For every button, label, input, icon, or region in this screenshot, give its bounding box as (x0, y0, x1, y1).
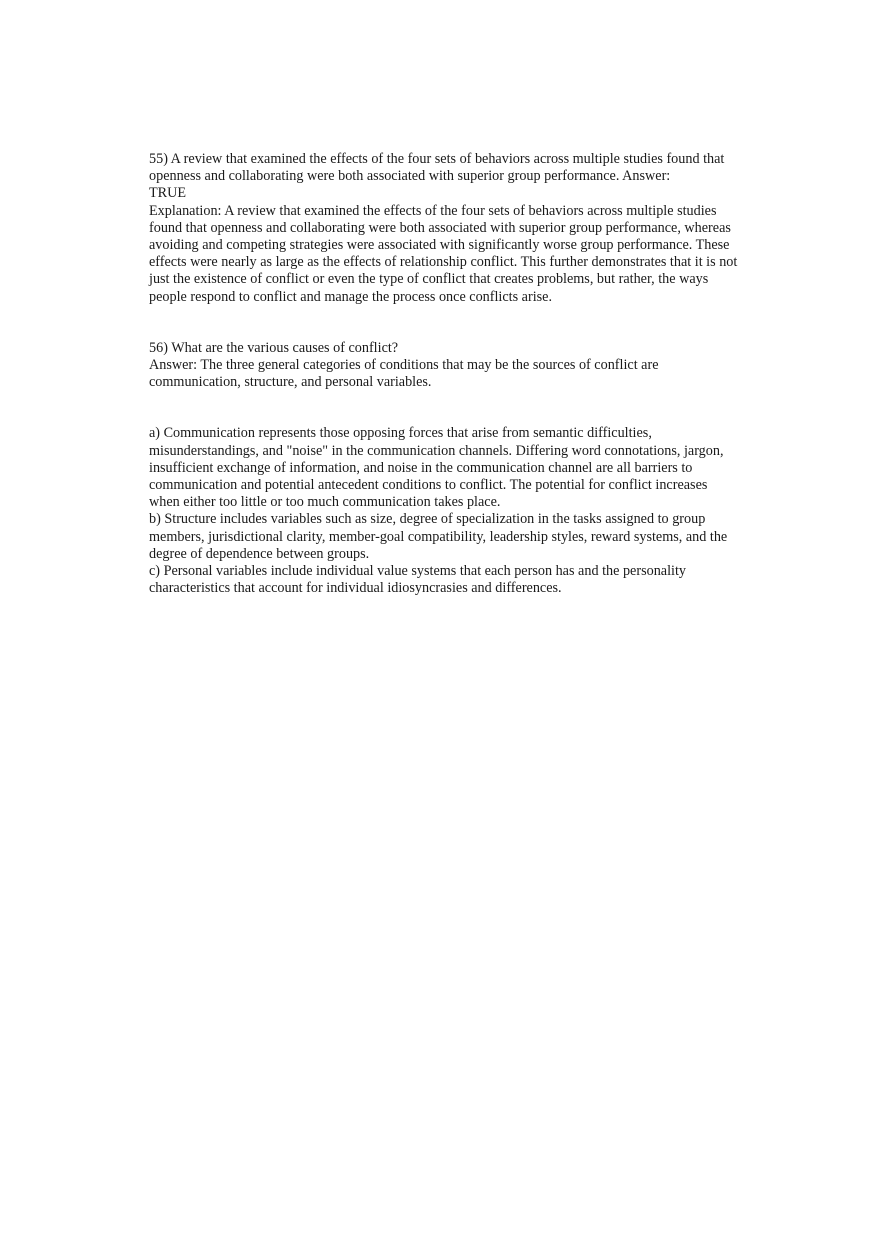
question-55-text: 55) A review that examined the effects of the four sets of behaviors across multiple studies found that openness and collaborating were both associated with superior group performance. Answer: (149, 151, 725, 185)
spacer (149, 306, 739, 340)
question-56-block (149, 340, 739, 392)
question-55-explanation: Explanation: A review that examined the effects of the four sets of behaviors across multiple studies found that openness and collaborating were both associated with superior group performance, whereas avoiding and competing strategies were associated with significantly worse group performance. These effects were nearly as large as the effects of relationship conflict. This further demonstrates that it is not just the existence of conflict or even the type of conflict that creates problems, but rather, the ways people respond to conflict and manage the process once conflicts arise. (149, 202, 738, 305)
spacer (149, 391, 739, 425)
list-item-communication: a) Communication represents those opposing forces that arise from semantic difficulties, misunderstandings, and "noise" in the communication channels. Differing word connotations, jargon, insufficient exchange of information, and noise in the communication channel are all barriers to communication and potential antecedent conditions to conflict. The potential for conflict increases when either too little or too much communication takes place. (149, 425, 724, 511)
question-56-list (149, 425, 739, 597)
question-56-answer: Answer: The three general categories of conditions that may be the sources of conflict are communication, structure, and personal variables. (149, 357, 659, 391)
list-item-structure: b) Structure includes variables such as size, degree of specialization in the tasks assigned to group members, jurisdictional clarity, member-goal compatibility, leadership styles, reward systems, and the degree of dependence between groups. (149, 511, 728, 562)
list-item-personal-variables: c) Personal variables include individual value systems that each person has and the personality characteristics that account for individual idiosyncrasies and differences. (149, 563, 686, 597)
question-55-answer: TRUE (149, 185, 187, 202)
page-content (149, 151, 739, 597)
question-55-block (149, 151, 739, 306)
question-56-text: 56) What are the various causes of conflict? (149, 339, 399, 356)
